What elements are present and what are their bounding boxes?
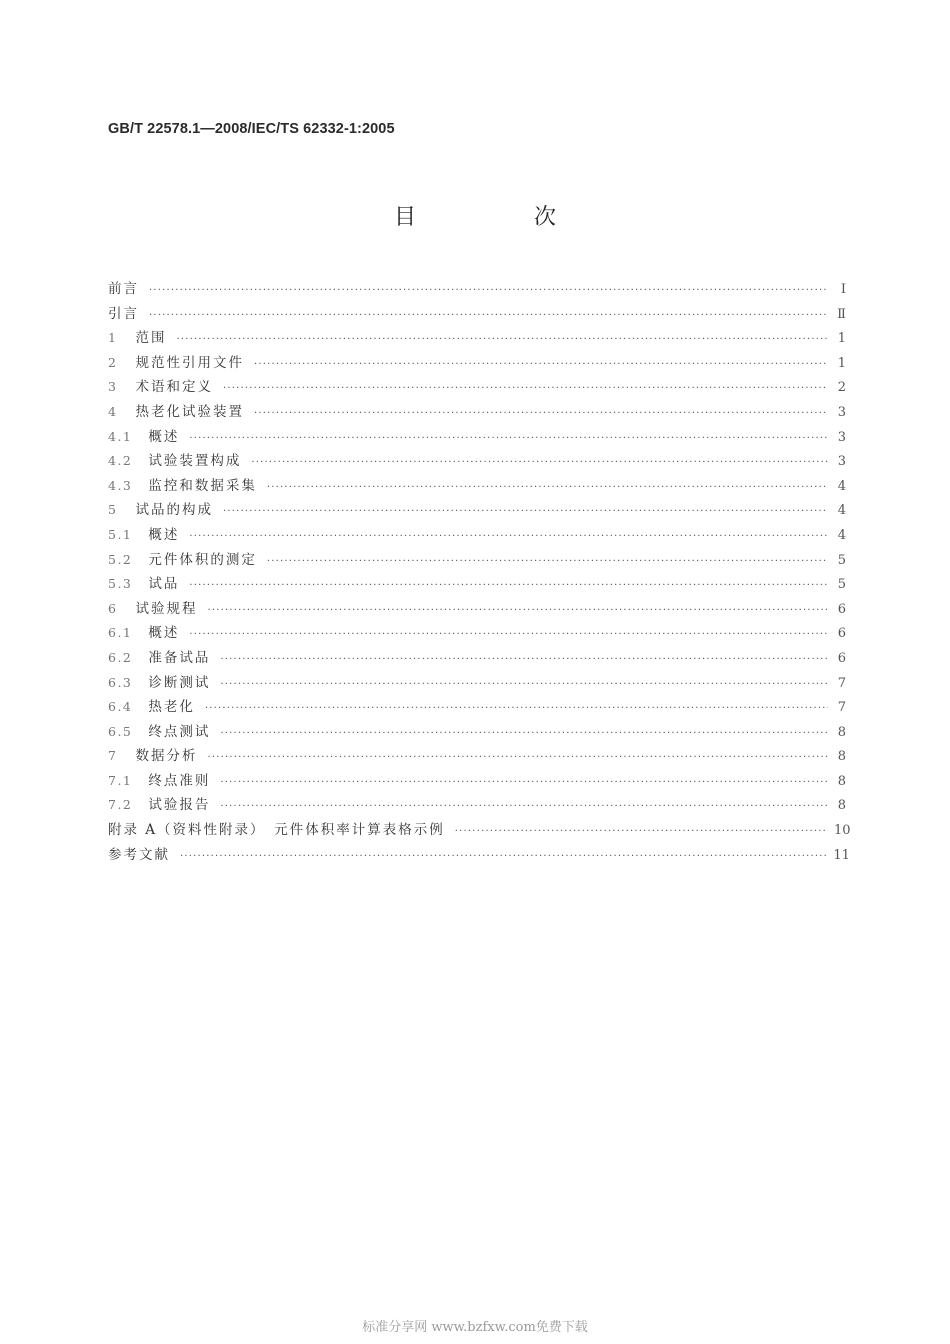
toc-leader-dots [220, 722, 828, 747]
toc-entry-label: 概述 [148, 526, 180, 543]
toc-entry-label: 准备试品 [148, 649, 211, 666]
toc-entry[interactable] [108, 695, 846, 720]
toc-leader-dots [207, 746, 828, 771]
toc-entry-label: 热老化 [148, 699, 195, 716]
toc-entry-label: 术语和定义 [135, 379, 213, 396]
toc-entry-number: 3 [108, 379, 118, 395]
toc-entry-label: 数据分析 [135, 748, 198, 765]
toc-entry-page: 4 [837, 527, 846, 543]
toc-leader-dots [149, 279, 828, 304]
toc-entry-page: 3 [837, 404, 846, 420]
toc-leader-dots [223, 377, 828, 402]
toc-entry[interactable] [108, 523, 846, 548]
toc-entry[interactable] [108, 793, 846, 818]
toc-entry-label: 元件体积的测定 [148, 551, 257, 568]
toc-entry-label: 试品的构成 [135, 502, 213, 519]
toc-leader-dots [220, 648, 828, 673]
toc-entry-page: 8 [837, 724, 846, 740]
toc-entry-number: 6.4 [108, 699, 133, 715]
toc-leader-dots [251, 451, 828, 476]
toc-leader-dots [149, 304, 828, 329]
toc-entry[interactable] [108, 277, 846, 302]
toc-entry[interactable] [108, 375, 846, 400]
toc-entry-page: 8 [837, 749, 846, 765]
toc-entry[interactable] [108, 572, 846, 597]
toc-entry-number: 1 [108, 330, 118, 346]
toc-entry-number: 7.1 [108, 772, 133, 788]
toc-entry-page: Ⅰ [840, 282, 846, 297]
footer-watermark: 标准分享网 www.bzfxw.com免费下载 [362, 1320, 588, 1335]
toc-entry[interactable] [108, 621, 846, 646]
toc-entry-page: 4 [837, 503, 846, 519]
toc-entry[interactable] [108, 474, 846, 499]
toc-entry-page: 6 [837, 601, 846, 617]
toc-entry-page: 7 [837, 700, 846, 716]
toc-entry[interactable] [108, 818, 851, 843]
toc-entry-number: 5 [108, 502, 118, 518]
toc-entry-label: 监控和数据采集 [148, 477, 257, 494]
toc-entry-page: 5 [837, 577, 846, 593]
toc-entry-page: 6 [837, 626, 846, 642]
toc-leader-dots [220, 771, 828, 796]
toc-entry-label: 概述 [148, 428, 180, 445]
toc-entry-number: 4 [108, 403, 118, 419]
toc-entry[interactable] [108, 449, 846, 474]
toc-entry-label: 引言 [108, 305, 139, 322]
toc-entry-page: 8 [837, 773, 846, 789]
toc-entry[interactable] [108, 425, 846, 450]
toc-leader-dots [205, 697, 828, 722]
toc-entry-number: 5.3 [108, 576, 133, 592]
toc-leader-dots [189, 574, 828, 599]
toc-entry-label: 热老化试验装置 [135, 403, 244, 420]
toc-leader-dots [189, 623, 828, 648]
toc-leader-dots [220, 795, 828, 820]
document-header: GB/T 22578.1—2008/IEC/TS 62332-1:2005 [108, 121, 395, 137]
toc-entry-label: 试品 [148, 576, 180, 593]
toc-leader-dots [176, 328, 828, 353]
table-of-contents [108, 277, 851, 867]
toc-entry-page: 4 [837, 478, 846, 494]
toc-entry-page: 10 [834, 823, 851, 839]
toc-entry-page: 1 [837, 331, 846, 347]
toc-entry[interactable] [108, 720, 846, 745]
toc-leader-dots [223, 500, 828, 525]
toc-entry[interactable] [108, 843, 850, 868]
toc-entry-label: 范围 [135, 330, 167, 347]
toc-entry[interactable] [108, 744, 846, 769]
toc-entry-page: 2 [837, 380, 846, 396]
toc-entry-page: 3 [837, 454, 846, 470]
toc-entry-label: 试验报告 [148, 797, 211, 814]
toc-entry-label: 参考文献 [108, 846, 170, 863]
toc-entry-number: 6 [108, 600, 118, 616]
toc-leader-dots [220, 673, 828, 698]
toc-entry-page: 3 [837, 429, 846, 445]
toc-entry[interactable] [108, 302, 846, 327]
toc-entry-number: 6.1 [108, 625, 133, 641]
toc-entry-number: 7.2 [108, 797, 133, 813]
toc-entry-number: 2 [108, 354, 118, 370]
toc-entry-label: 附录 A（资料性附录） 元件体积率计算表格示例 [108, 822, 445, 839]
toc-entry-number: 4.1 [108, 428, 133, 444]
toc-entry-label: 终点准则 [148, 772, 211, 789]
toc-entry-number: 4.2 [108, 453, 133, 469]
toc-entry-page: 5 [837, 552, 846, 568]
toc-entry[interactable] [108, 597, 846, 622]
toc-entry-number: 6.2 [108, 649, 133, 665]
toc-entry-label: 终点测试 [148, 723, 211, 740]
toc-entry[interactable] [108, 646, 846, 671]
toc-entry[interactable] [108, 769, 846, 794]
toc-leader-dots [207, 599, 828, 624]
toc-entry-label: 诊断测试 [148, 674, 211, 691]
toc-entry-number: 4.3 [108, 477, 133, 493]
toc-leader-dots [180, 845, 827, 870]
toc-entry-number: 7 [108, 748, 118, 764]
toc-entry-label: 规范性引用文件 [135, 354, 244, 371]
toc-entry[interactable] [108, 400, 846, 425]
toc-entry-label: 概述 [148, 625, 180, 642]
toc-entry-number: 5.1 [108, 526, 133, 542]
toc-leader-dots [455, 820, 828, 845]
toc-entry[interactable] [108, 548, 846, 573]
toc-entry[interactable] [108, 351, 846, 376]
toc-entry-label: 试验装置构成 [148, 453, 242, 470]
toc-entry[interactable] [108, 671, 846, 696]
toc-leader-dots [254, 402, 828, 427]
toc-entry-page: 1 [837, 355, 846, 371]
toc-entry[interactable] [108, 498, 846, 523]
toc-entry-page: 11 [833, 847, 850, 863]
toc-entry-number: 5.2 [108, 551, 133, 567]
toc-entry-label: 试验规程 [135, 600, 198, 617]
toc-leader-dots [189, 525, 828, 550]
toc-leader-dots [189, 427, 828, 452]
toc-entry-page: 6 [837, 650, 846, 666]
toc-leader-dots [254, 353, 828, 378]
page-title: 目 次 [393, 205, 604, 230]
toc-entry-number: 6.3 [108, 674, 133, 690]
toc-entry-page: 8 [837, 798, 846, 814]
toc-leader-dots [267, 550, 828, 575]
toc-entry-page: Ⅱ [837, 306, 846, 322]
toc-entry-page: 7 [837, 675, 846, 691]
toc-entry[interactable] [108, 326, 846, 351]
toc-leader-dots [267, 476, 828, 501]
toc-entry-label: 前言 [108, 281, 139, 297]
toc-entry-number: 6.5 [108, 723, 133, 739]
